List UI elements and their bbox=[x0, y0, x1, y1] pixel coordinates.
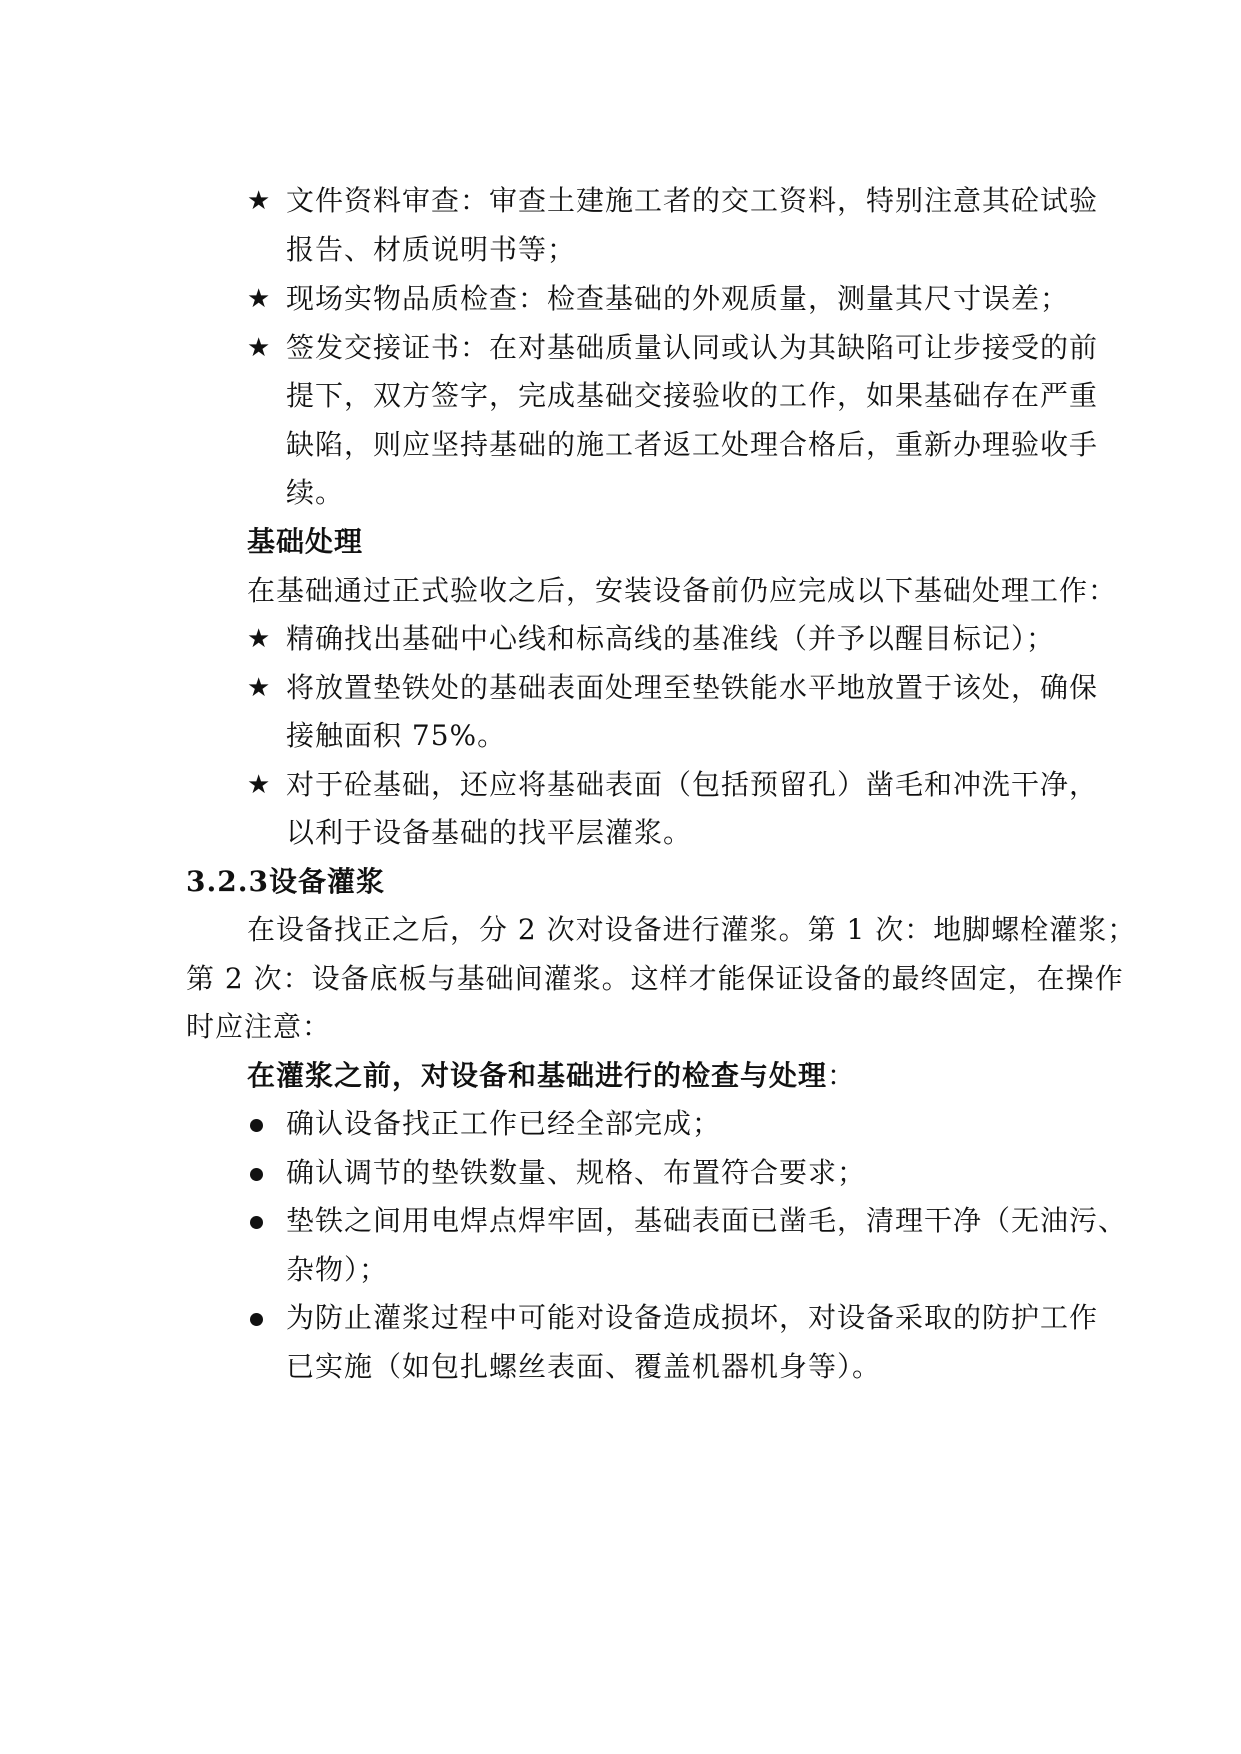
bullet-text: 现场实物品质检查：检查基础的外观质量，测量其尺寸误差； bbox=[286, 282, 1070, 315]
paragraph-continued: 时应注意： bbox=[186, 1010, 332, 1043]
star-bullet-icon: ★ bbox=[247, 284, 271, 314]
bullet-text: 将放置垫铁处的基础表面处理至垫铁能水平地放置于该处，确保 bbox=[286, 671, 1099, 704]
subheading-colon: ： bbox=[827, 1059, 857, 1092]
bullet-text-continued: 缺陷，则应坚持基础的施工者返工处理合格后，重新办理验收手 bbox=[286, 428, 1099, 461]
bullet-text: 垫铁之间用电焊点焊牢固，基础表面已凿毛，清理干净（无油污、 bbox=[286, 1204, 1128, 1237]
star-bullet-icon: ★ bbox=[247, 186, 271, 216]
dot-bullet-icon bbox=[250, 1313, 263, 1326]
bullet-text: 确认设备找正工作已经全部完成； bbox=[286, 1107, 722, 1140]
bullet-text: 为防止灌浆过程中可能对设备造成损坏，对设备采取的防护工作 bbox=[286, 1301, 1099, 1334]
dot-bullet-icon bbox=[250, 1119, 263, 1132]
bullet-text: 精确找出基础中心线和标高线的基准线（并予以醒目标记）； bbox=[286, 622, 1056, 655]
section-number: 3.2.3 bbox=[186, 865, 269, 898]
star-bullet-icon: ★ bbox=[247, 770, 271, 800]
star-bullet-icon: ★ bbox=[247, 624, 271, 654]
section-heading: 基础处理 bbox=[247, 525, 364, 558]
bullet-text: 文件资料审查：审查土建施工者的交工资料，特别注意其砼试验 bbox=[286, 184, 1099, 217]
dot-bullet-icon bbox=[250, 1168, 263, 1181]
paragraph: 在设备找正之后，分 2 次对设备进行灌浆。第 1 次：地脚螺栓灌浆； bbox=[247, 913, 1137, 946]
star-bullet-icon: ★ bbox=[247, 673, 271, 703]
star-bullet-icon: ★ bbox=[247, 333, 271, 363]
bullet-text-continued: 接触面积 75%。 bbox=[286, 719, 507, 752]
subheading-text: 在灌浆之前，对设备和基础进行的检查与处理 bbox=[247, 1059, 828, 1092]
bullet-text-continued: 续。 bbox=[286, 476, 345, 509]
bullet-text-continued: 杂物）； bbox=[286, 1253, 389, 1286]
bullet-text: 签发交接证书：在对基础质量认同或认为其缺陷可让步接受的前 bbox=[286, 331, 1099, 364]
section-title bbox=[186, 864, 385, 900]
paragraph-continued: 第 2 次：设备底板与基础间灌浆。这样才能保证设备的最终固定，在操作 bbox=[186, 962, 1124, 995]
bullet-text-continued: 提下，双方签字，完成基础交接验收的工作，如果基础存在严重 bbox=[286, 379, 1099, 412]
bullet-text-continued: 以利于设备基础的找平层灌浆。 bbox=[286, 816, 693, 849]
dot-bullet-icon bbox=[250, 1216, 263, 1229]
bullet-text-continued: 已实施（如包扎螺丝表面、覆盖机器机身等）。 bbox=[286, 1350, 882, 1383]
bullet-text-continued: 报告、材质说明书等； bbox=[286, 233, 577, 266]
subheading bbox=[247, 1058, 856, 1094]
section-title-text: 设备灌浆 bbox=[268, 865, 385, 898]
paragraph: 在基础通过正式验收之后，安装设备前仍应完成以下基础处理工作： bbox=[247, 574, 1118, 607]
bullet-text: 对于砼基础，还应将基础表面（包括预留孔）凿毛和冲洗干净， bbox=[286, 768, 1099, 801]
bullet-text: 确认调节的垫铁数量、规格、布置符合要求； bbox=[286, 1156, 867, 1189]
